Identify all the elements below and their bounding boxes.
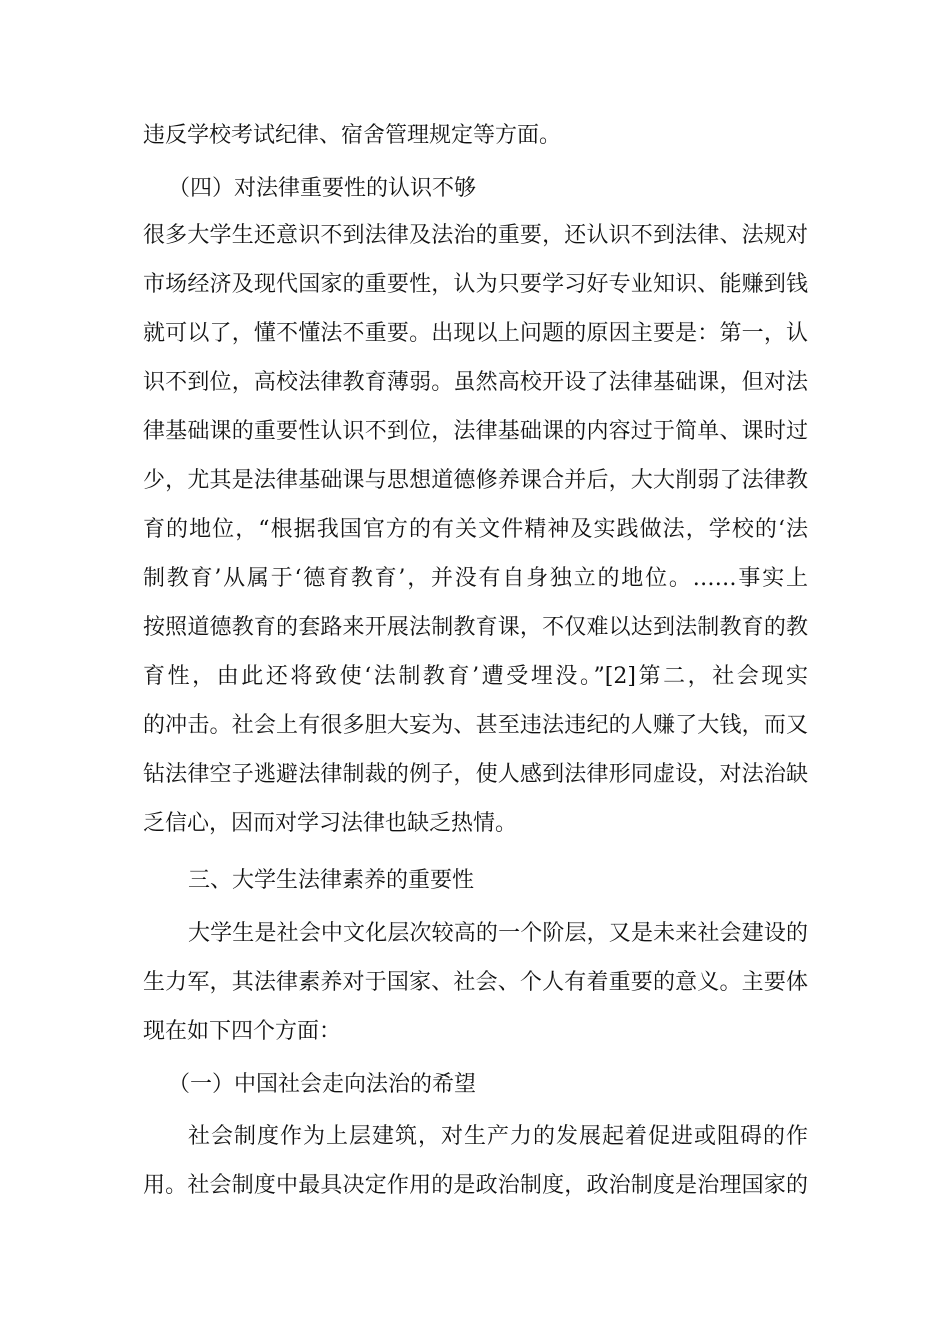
text-line: 识不到位，高校法律教育薄弱。虽然高校开设了法律基础课，但对法	[143, 370, 808, 395]
text-line: 乏信心，因而对学习法律也缺乏热情。	[143, 811, 518, 836]
text-line: 生力军，其法律素养对于国家、社会、个人有着重要的意义。主要体	[143, 970, 808, 995]
text-line: 很多大学生还意识不到法律及法治的重要，还认识不到法律、法规对	[143, 223, 808, 248]
text-line: 的冲击。社会上有很多胆大妄为、甚至违法违纪的人赚了大钱，而又	[143, 713, 808, 738]
text-line: 律基础课的重要性认识不到位，法律基础课的内容过于简单、课时过	[143, 419, 808, 444]
section-heading: （四）对法律重要性的认识不够	[168, 176, 477, 201]
text-line: 制教育’从属于‘德育教育’，并没有自身独立的地位。……事实上	[143, 566, 808, 591]
text-line: 就可以了，懂不懂法不重要。出现以上问题的原因主要是：第一，认	[143, 321, 808, 346]
text-line: 育性，由此还将致使‘法制教育’遭受埋没。”[2]第二，社会现实	[143, 664, 808, 689]
text-line: 育的地位，“根据我国官方的有关文件精神及实践做法，学校的‘法	[143, 517, 808, 542]
text-line: 社会制度作为上层建筑，对生产力的发展起着促进或阻碍的作	[188, 1124, 808, 1149]
text-line: 钻法律空子逃避法律制裁的例子，使人感到法律形同虚设，对法治缺	[143, 762, 808, 787]
text-line: 按照道德教育的套路来开展法制教育课，不仅难以达到法制教育的教	[143, 615, 808, 640]
text-line: 违反学校考试纪律、宿舍管理规定等方面。	[143, 123, 562, 148]
text-line: 现在如下四个方面：	[143, 1019, 342, 1044]
section-heading: 三、大学生法律素养的重要性	[188, 868, 475, 893]
text-line: 少，尤其是法律基础课与思想道德修养课合并后，大大削弱了法律教	[143, 468, 808, 493]
text-line: 用。社会制度中最具决定作用的是政治制度，政治制度是治理国家的	[143, 1173, 808, 1198]
section-heading: （一）中国社会走向法治的希望	[168, 1072, 477, 1097]
text-line: 大学生是社会中文化层次较高的一个阶层，又是未来社会建设的	[188, 921, 808, 946]
text-line: 市场经济及现代国家的重要性，认为只要学习好专业知识、能赚到钱	[143, 272, 808, 297]
